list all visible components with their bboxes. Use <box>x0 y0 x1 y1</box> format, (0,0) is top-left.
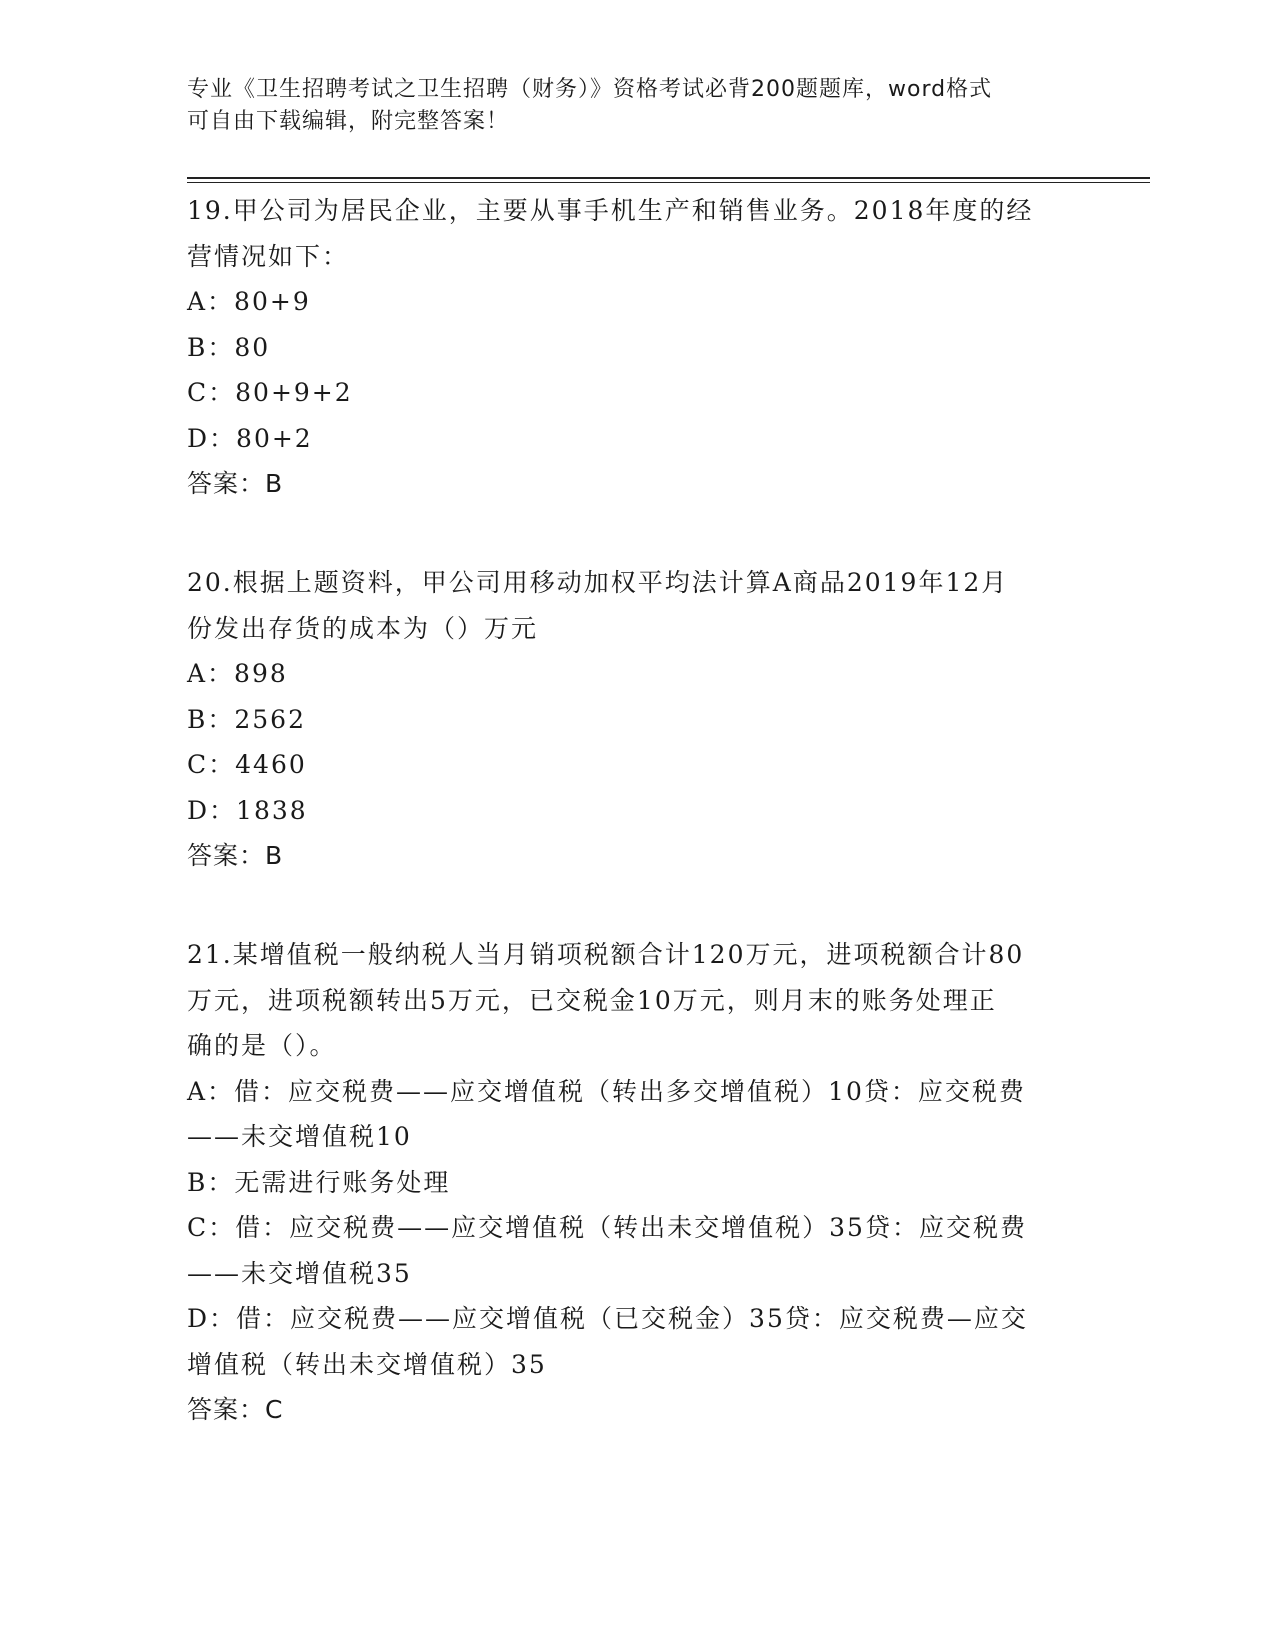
option-b: B：2562 <box>187 704 306 734</box>
option-c-continued: ——未交增值税35 <box>187 1258 412 1288</box>
document-header <box>187 74 1087 138</box>
header-line-2: 可自由下载编辑，附完整答案！ <box>187 109 510 134</box>
question-stem: 19.甲公司为居民企业，主要从事手机生产和销售业务。2018年度的经 <box>187 196 1034 225</box>
header-divider-bottom <box>187 182 1150 183</box>
header-line-1: 专业《卫生招聘考试之卫生招聘（财务）》资格考试必背200题题库，word格式 <box>187 77 993 102</box>
question-19 <box>187 188 1087 506</box>
option-b: B：80 <box>187 332 271 362</box>
option-d: D：借：应交税费——应交增值税（已交税金）35贷：应交税费—应交 <box>187 1304 1028 1333</box>
question-stem: 确的是（）。 <box>187 1031 337 1060</box>
option-a: A：80+9 <box>187 287 311 316</box>
question-20 <box>187 560 1087 878</box>
option-c: C：80+9+2 <box>187 378 353 407</box>
answer-line: 答案：C <box>187 1395 284 1424</box>
option-c: C：借：应交税费——应交增值税（转出未交增值税）35贷：应交税费 <box>187 1213 1027 1242</box>
option-b: B：无需进行账务处理 <box>187 1167 451 1197</box>
option-d: D：1838 <box>187 795 308 825</box>
option-d-continued: 增值税（转出未交增值税）35 <box>187 1349 547 1379</box>
question-stem: 份发出存货的成本为（）万元 <box>187 613 539 643</box>
question-stem: 21.某增值税一般纳税人当月销项税额合计120万元，进项税额合计80 <box>187 940 1025 969</box>
question-stem: 营情况如下： <box>187 241 350 271</box>
option-d: D：80+2 <box>187 423 313 453</box>
option-a: A：898 <box>187 659 288 688</box>
option-c: C：4460 <box>187 750 307 779</box>
question-21 <box>187 932 1087 1432</box>
question-list <box>187 188 1087 1486</box>
answer-line: 答案：B <box>187 841 284 870</box>
header-divider-top <box>187 177 1150 179</box>
question-stem: 20.根据上题资料，甲公司用移动加权平均法计算A商品2019年12月 <box>187 568 1009 597</box>
option-a-continued: ——未交增值税10 <box>187 1122 412 1151</box>
answer-line: 答案：B <box>187 469 284 498</box>
question-stem: 万元，进项税额转出5万元，已交税金10万元，则月末的账务处理正 <box>187 985 997 1015</box>
option-a: A：借：应交税费——应交增值税（转出多交增值税）10贷：应交税费 <box>187 1076 1026 1106</box>
